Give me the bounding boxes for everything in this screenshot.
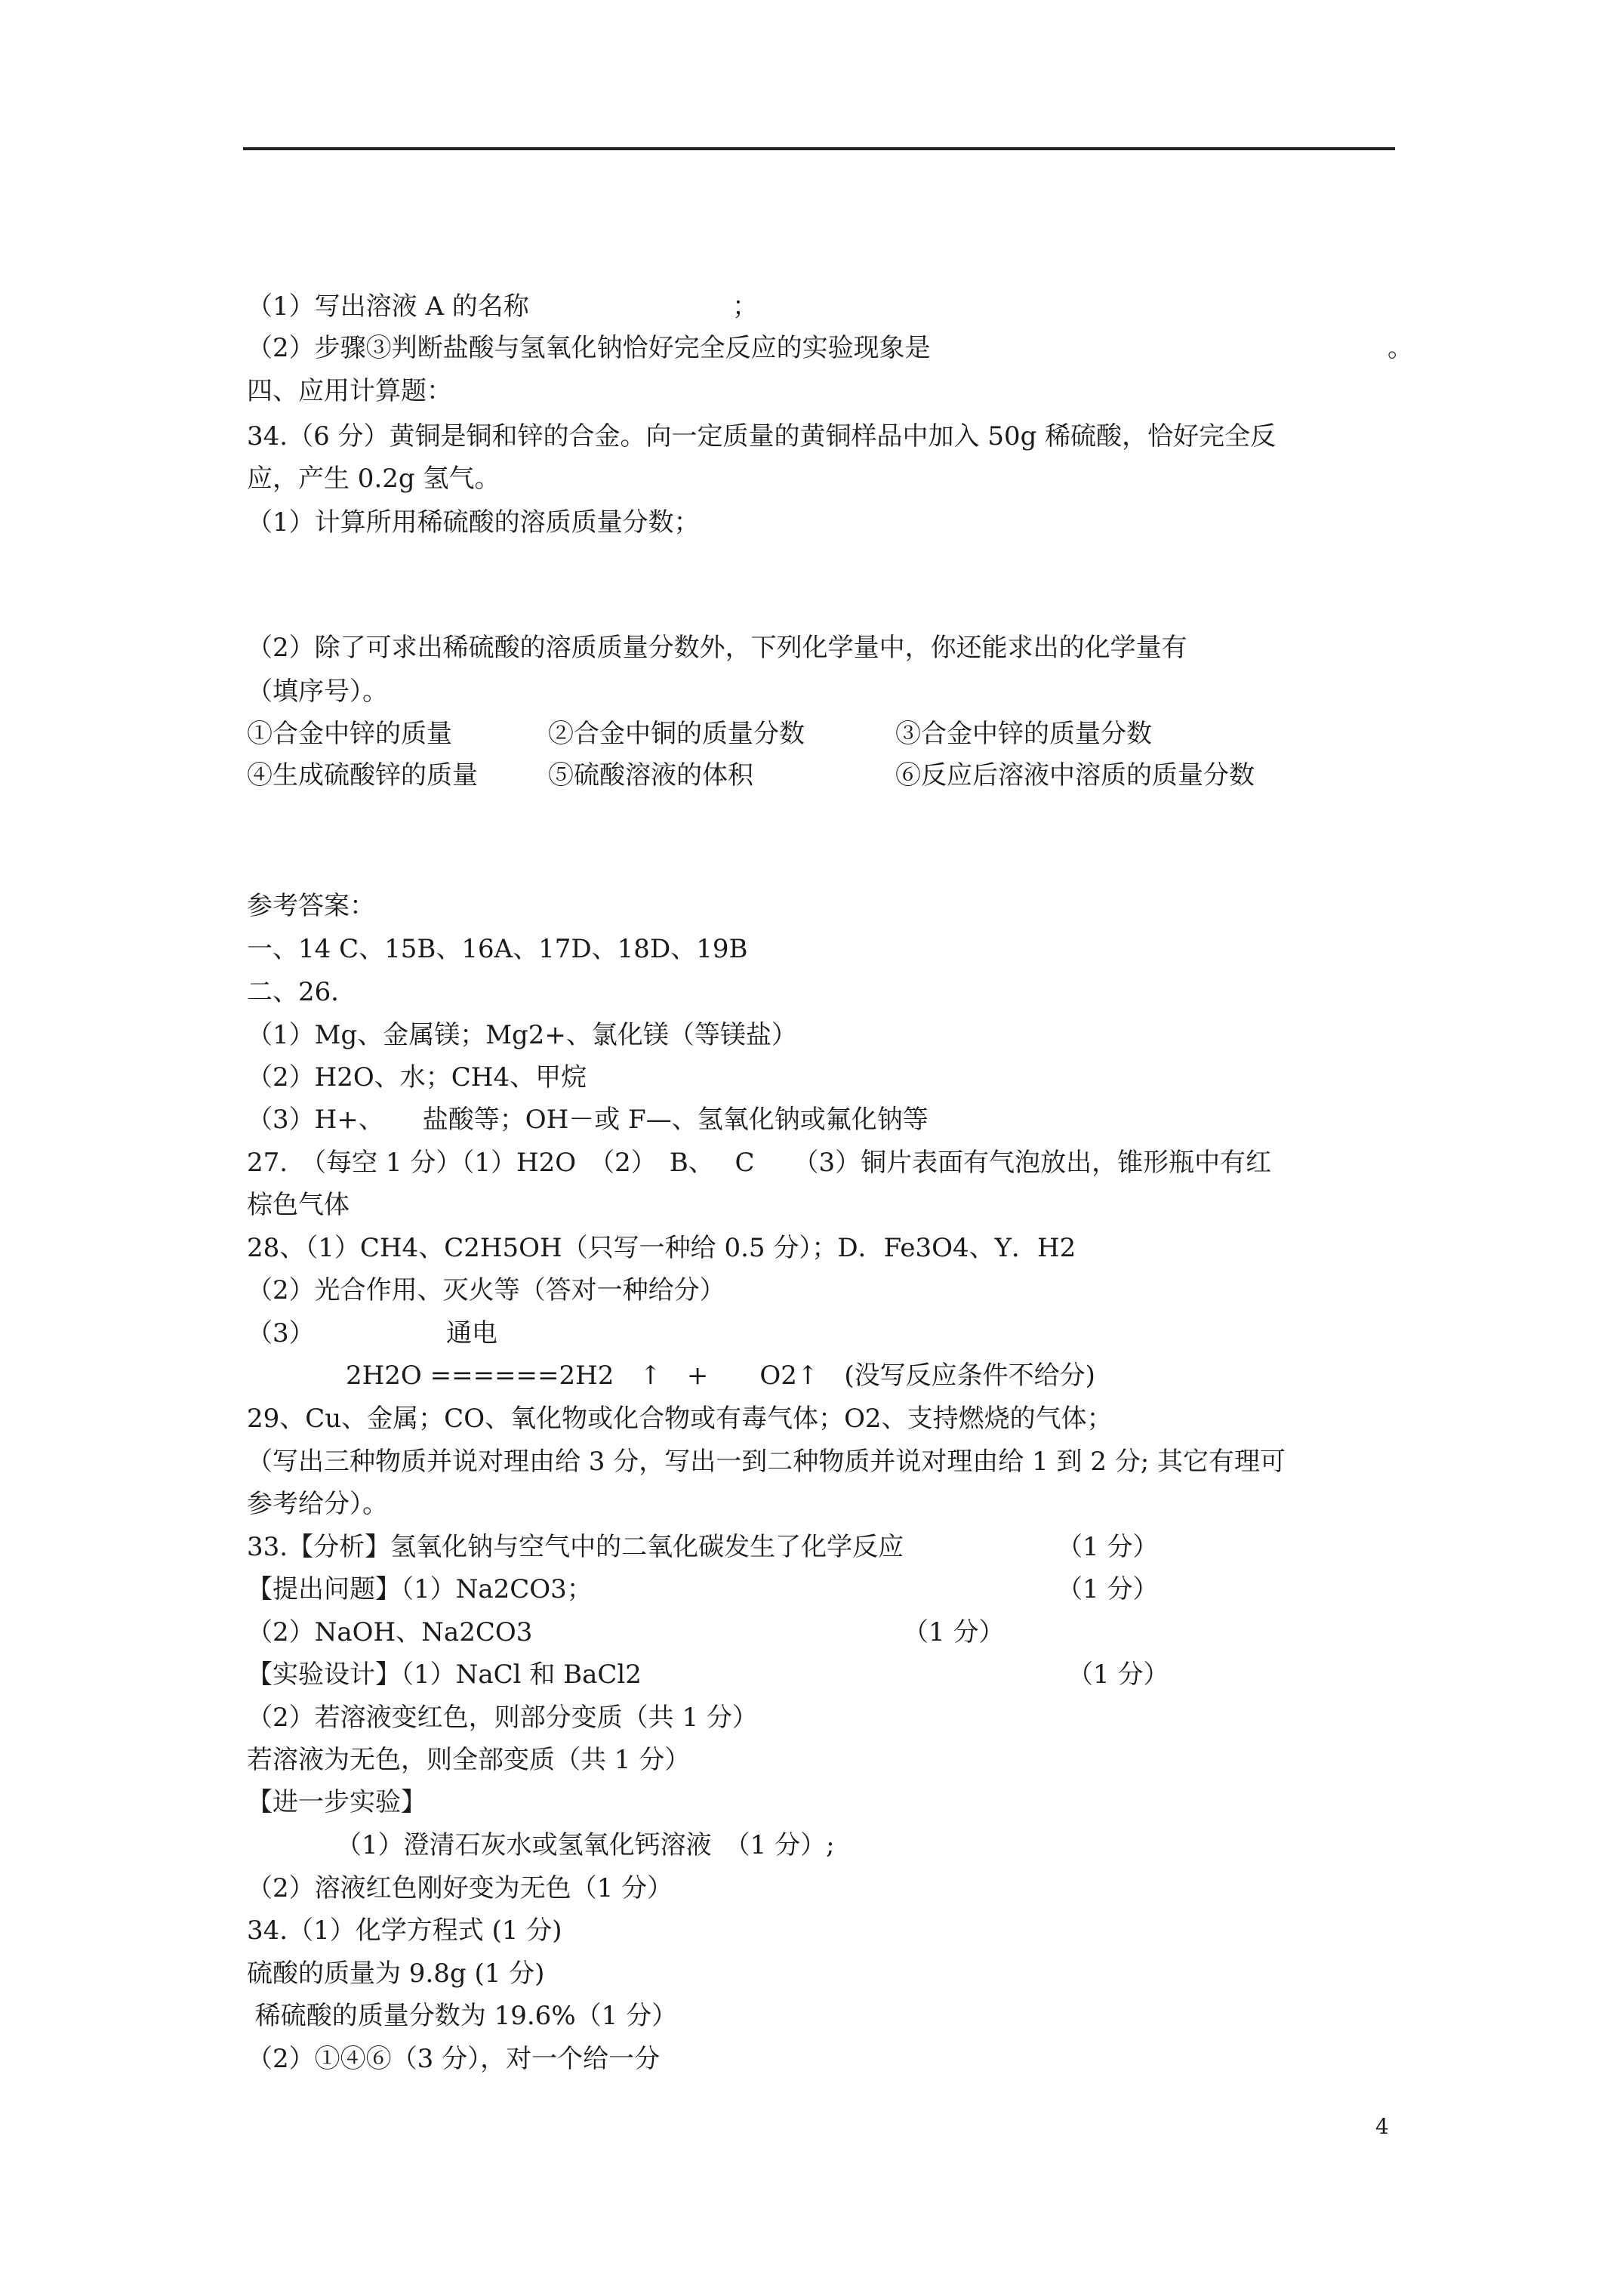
answer-34-3: 稀硫酸的质量分数为 19.6%（1 分） [247,2001,678,2031]
option-6: ⑥反应后溶液中溶质的质量分数 [895,760,1255,791]
answer-section2: 二、26． [247,977,357,1007]
answer-29-line3: 参考给分）。 [247,1489,388,1519]
q34-intro-line1: 34.（6 分）黄铜是铜和锌的合金。向一定质量的黄铜样品中加入 50g 稀硫酸，恰好完全反 [247,421,1277,451]
score-33-question: （1 分） [1057,1574,1159,1604]
answer-28-2: （2）光合作用、灭火等（答对一种给分） [247,1275,725,1305]
answer-29-line1: 29、Cu、金属；CO、氧化物或化合物或有毒气体；O2、支持燃烧的气体； [247,1404,1113,1434]
reaction-condition: 通电 [446,1318,497,1348]
answer-33-design-3: 若溶液为无色，则全部变质（共 1 分） [247,1745,691,1775]
answer-33-further-2: （2）溶液红色刚好变为无色（1 分） [247,1873,673,1903]
answer-29-line2: （写出三种物质并说对理由给 3 分，写出一到二种物质并说对理由给 1 到 2 分; 其它有理可 [247,1447,1286,1477]
header-rule [243,147,1395,150]
option-1: ①合金中锌的质量 [247,719,452,749]
q33-part1-end: ； [732,291,758,322]
answer-28-3: （3） [247,1318,315,1348]
answer-26-2: （2）H2O、水；CH4、甲烷 [247,1062,587,1093]
page-number: 4 [1375,2114,1389,2139]
answer-34-4: （2）①④⑥（3 分），对一个给一分 [247,2044,661,2074]
answer-28-1: 28、（1）CH4、C2H5OH（只写一种给 0.5 分）；D．Fe3O4、Y．H2 [247,1233,1076,1263]
q33-part2: （2）步骤③判断盐酸与氢氧化钠恰好完全反应的实验现象是 [247,333,931,363]
option-4: ④生成硫酸锌的质量 [247,760,478,791]
answer-33-analysis: 33.【分析】氢氧化钠与空气中的二氧化碳发生了化学反应 [247,1532,904,1562]
section4-title: 四、应用计算题： [247,376,452,406]
answer-33-design-2: （2）若溶液变红色，则部分变质（共 1 分） [247,1703,758,1733]
answer-33-question-2: （2）NaOH、Na2CO3 [247,1617,533,1647]
q34-part1: （1）计算所用稀硫酸的溶质质量分数； [247,507,700,538]
answers-title: 参考答案： [247,891,375,921]
answer-26-1: （1）Mg、金属镁；Mg2+、氯化镁（等镁盐） [247,1020,797,1050]
answer-33-question: 【提出问题】（1）Na2CO3； [247,1574,593,1604]
q33-part1: （1）写出溶液 A 的名称 [247,291,529,322]
q34-part2-line2: （填序号）。 [247,676,388,707]
score-33-analysis: （1 分） [1057,1532,1159,1562]
q34-part2-line1: （2）除了可求出稀硫酸的溶质质量分数外，下列化学量中，你还能求出的化学量有 [247,633,1187,663]
answer-34-1: 34.（1）化学方程式 (1 分) [247,1915,562,1946]
score-33-design: （1 分） [1067,1660,1169,1690]
option-2: ②合金中铜的质量分数 [548,719,805,749]
electrolysis-equation: 2H2O ======2H2 ↑ + O2↑ (没写反应条件不给分) [346,1361,1095,1391]
answer-26-3: （3）H+、 盐酸等；OH－或 F—、氢氧化钠或氟化钠等 [247,1105,929,1135]
score-33-question-2: （1 分） [903,1617,1005,1647]
q33-part2-end: 。 [1387,333,1413,363]
answer-34-2: 硫酸的质量为 9.8g (1 分) [247,1959,545,1989]
answer-33-design: 【实验设计】（1）NaCl 和 BaCl2 [247,1660,642,1690]
option-5: ⑤硫酸溶液的体积 [548,760,753,791]
answer-27-line2: 棕色气体 [247,1190,350,1220]
answer-33-further-1: （1）澄清石灰水或氢氧化钙溶液 （1 分）; [336,1830,835,1860]
option-3: ③合金中锌的质量分数 [895,719,1152,749]
answer-section1: 一、14 C、15B、16A、17D、18D、19B [247,934,748,964]
answer-27-line1: 27. （每空 1 分）（1）H2O （2） B、 C （3）铜片表面有气泡放出，锥形瓶中有红 [247,1148,1272,1178]
q34-intro-line2: 应，产生 0.2g 氢气。 [247,464,500,494]
answer-33-further: 【进一步实验】 [247,1787,427,1817]
